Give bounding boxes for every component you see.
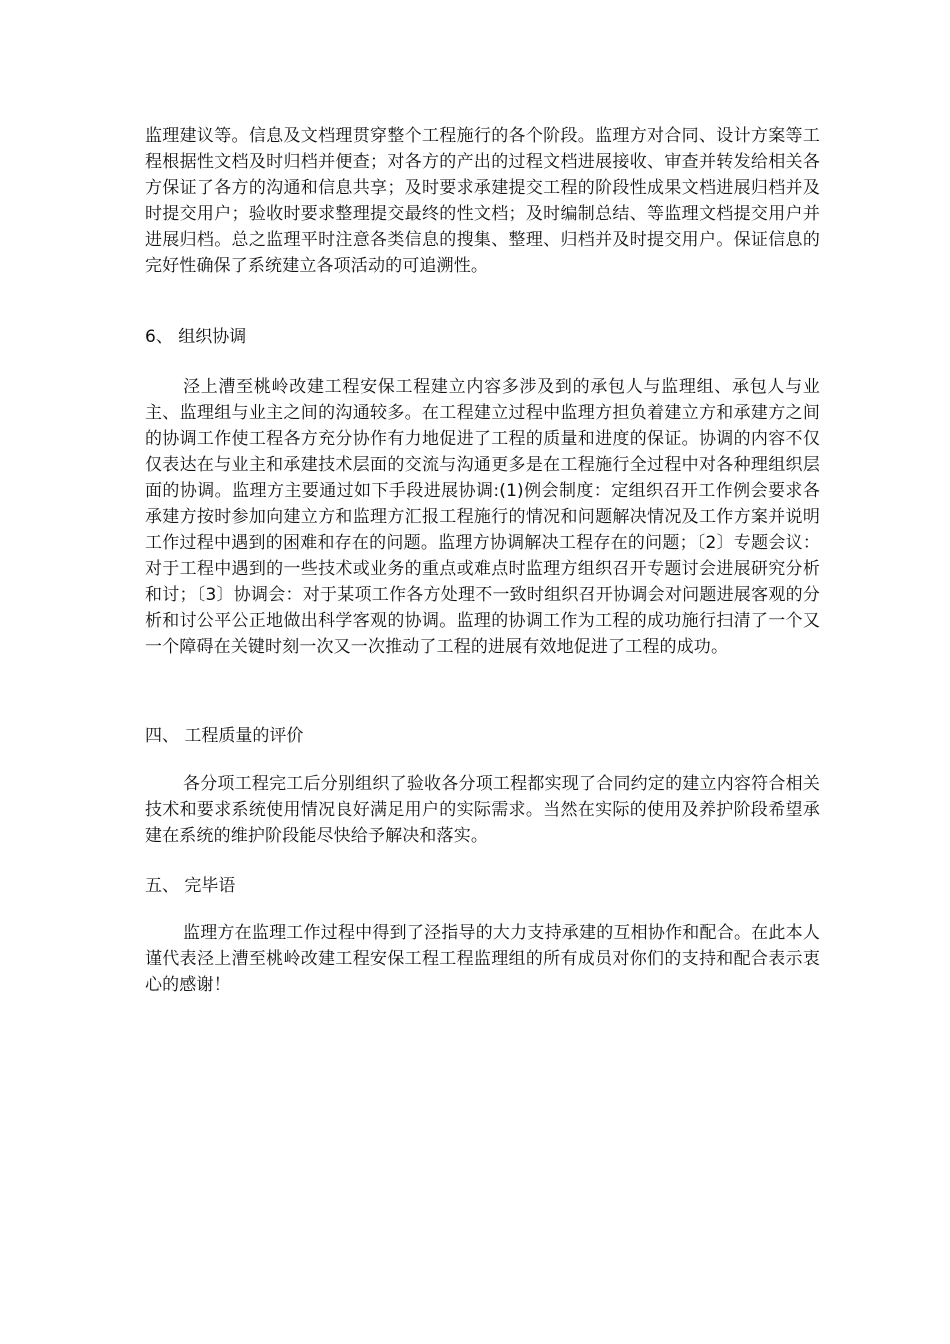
paragraph-information-management: 监理建议等。信息及文档理贯穿整个工程施行的各个阶段。监理方对合同、设计方案等工程根据性文档及时归档并便查；对各方的产出的过程文档进展接收、审查并转发给相关各方保证了各方的沟通和信息共享；及时要求承建提交工程的阶段性成果文档进展归档并及时提交用户；验收时要求整理提交最终的性文档；及时编制总结、等监理文档提交用户并进展归档。总之监理平时注意各类信息的搜集、整理、归档并及时提交用户。保证信息的完好性确保了系统建立各项活动的可追溯性。 xyxy=(145,126,820,276)
section-heading-coordination: 6、 组织协调 xyxy=(145,327,247,347)
paragraph-coordination: 泾上漕至桃岭改建工程安保工程建立内容多涉及到的承包人与监理组、承包人与业主、监理组与业主之间的沟通较多。在工程建立过程中监理方担负着建立方和承建方之间的协调工作使工程各方充分协作有力地促进了工程的质量和进度的保证。协调的内容不仅仅表达在与业主和承建技术层面的交流与沟通更多是在工程施行全过程中对各种理组织层面的协调。监理方主要通过如下手段进展协调:(1)例会制度：定组织召开工作例会要求各承建方按时参加向建立方和监理方汇报工程施行的情况和问题解决情况及工作方案并说明工作过程中遇到的困难和存在的问题。监理方协调解决工程存在的问题；〔2〕专题会议：对于工程中遇到的一些技术或业务的重点或难点时监理方组织召开专题讨会进展研究分析和讨；〔3〕协调会：对于某项工作各方处理不一致时组织召开协调会对问题进展客观的分析和讨公平公正地做出科学客观的协调。监理的协调工作为工程的成功施行扫清了一个又一个障碍在关键时刻一次又一次推动了工程的进展有效地促进了工程的成功。 xyxy=(145,377,820,657)
paragraph-quality-evaluation: 各分项工程完工后分别组织了验收各分项工程都实现了合同约定的建立内容符合相关技术和要求系统使用情况良好满足用户的实际需求。当然在实际的使用及养护阶段希望承建在系统的维护阶段能尽快给予解决和落实。 xyxy=(145,774,820,846)
paragraph-closing: 监理方在监理工作过程中得到了泾指导的大力支持承建的互相协作和配合。在此本人谨代表泾上漕至桃岭改建工程安保工程工程监理组的所有成员对你们的支持和配合表示衷心的感谢！ xyxy=(145,923,820,995)
section-heading-quality-evaluation: 四、 工程质量的评价 xyxy=(145,726,304,746)
section-heading-closing: 五、 完毕语 xyxy=(145,876,236,896)
